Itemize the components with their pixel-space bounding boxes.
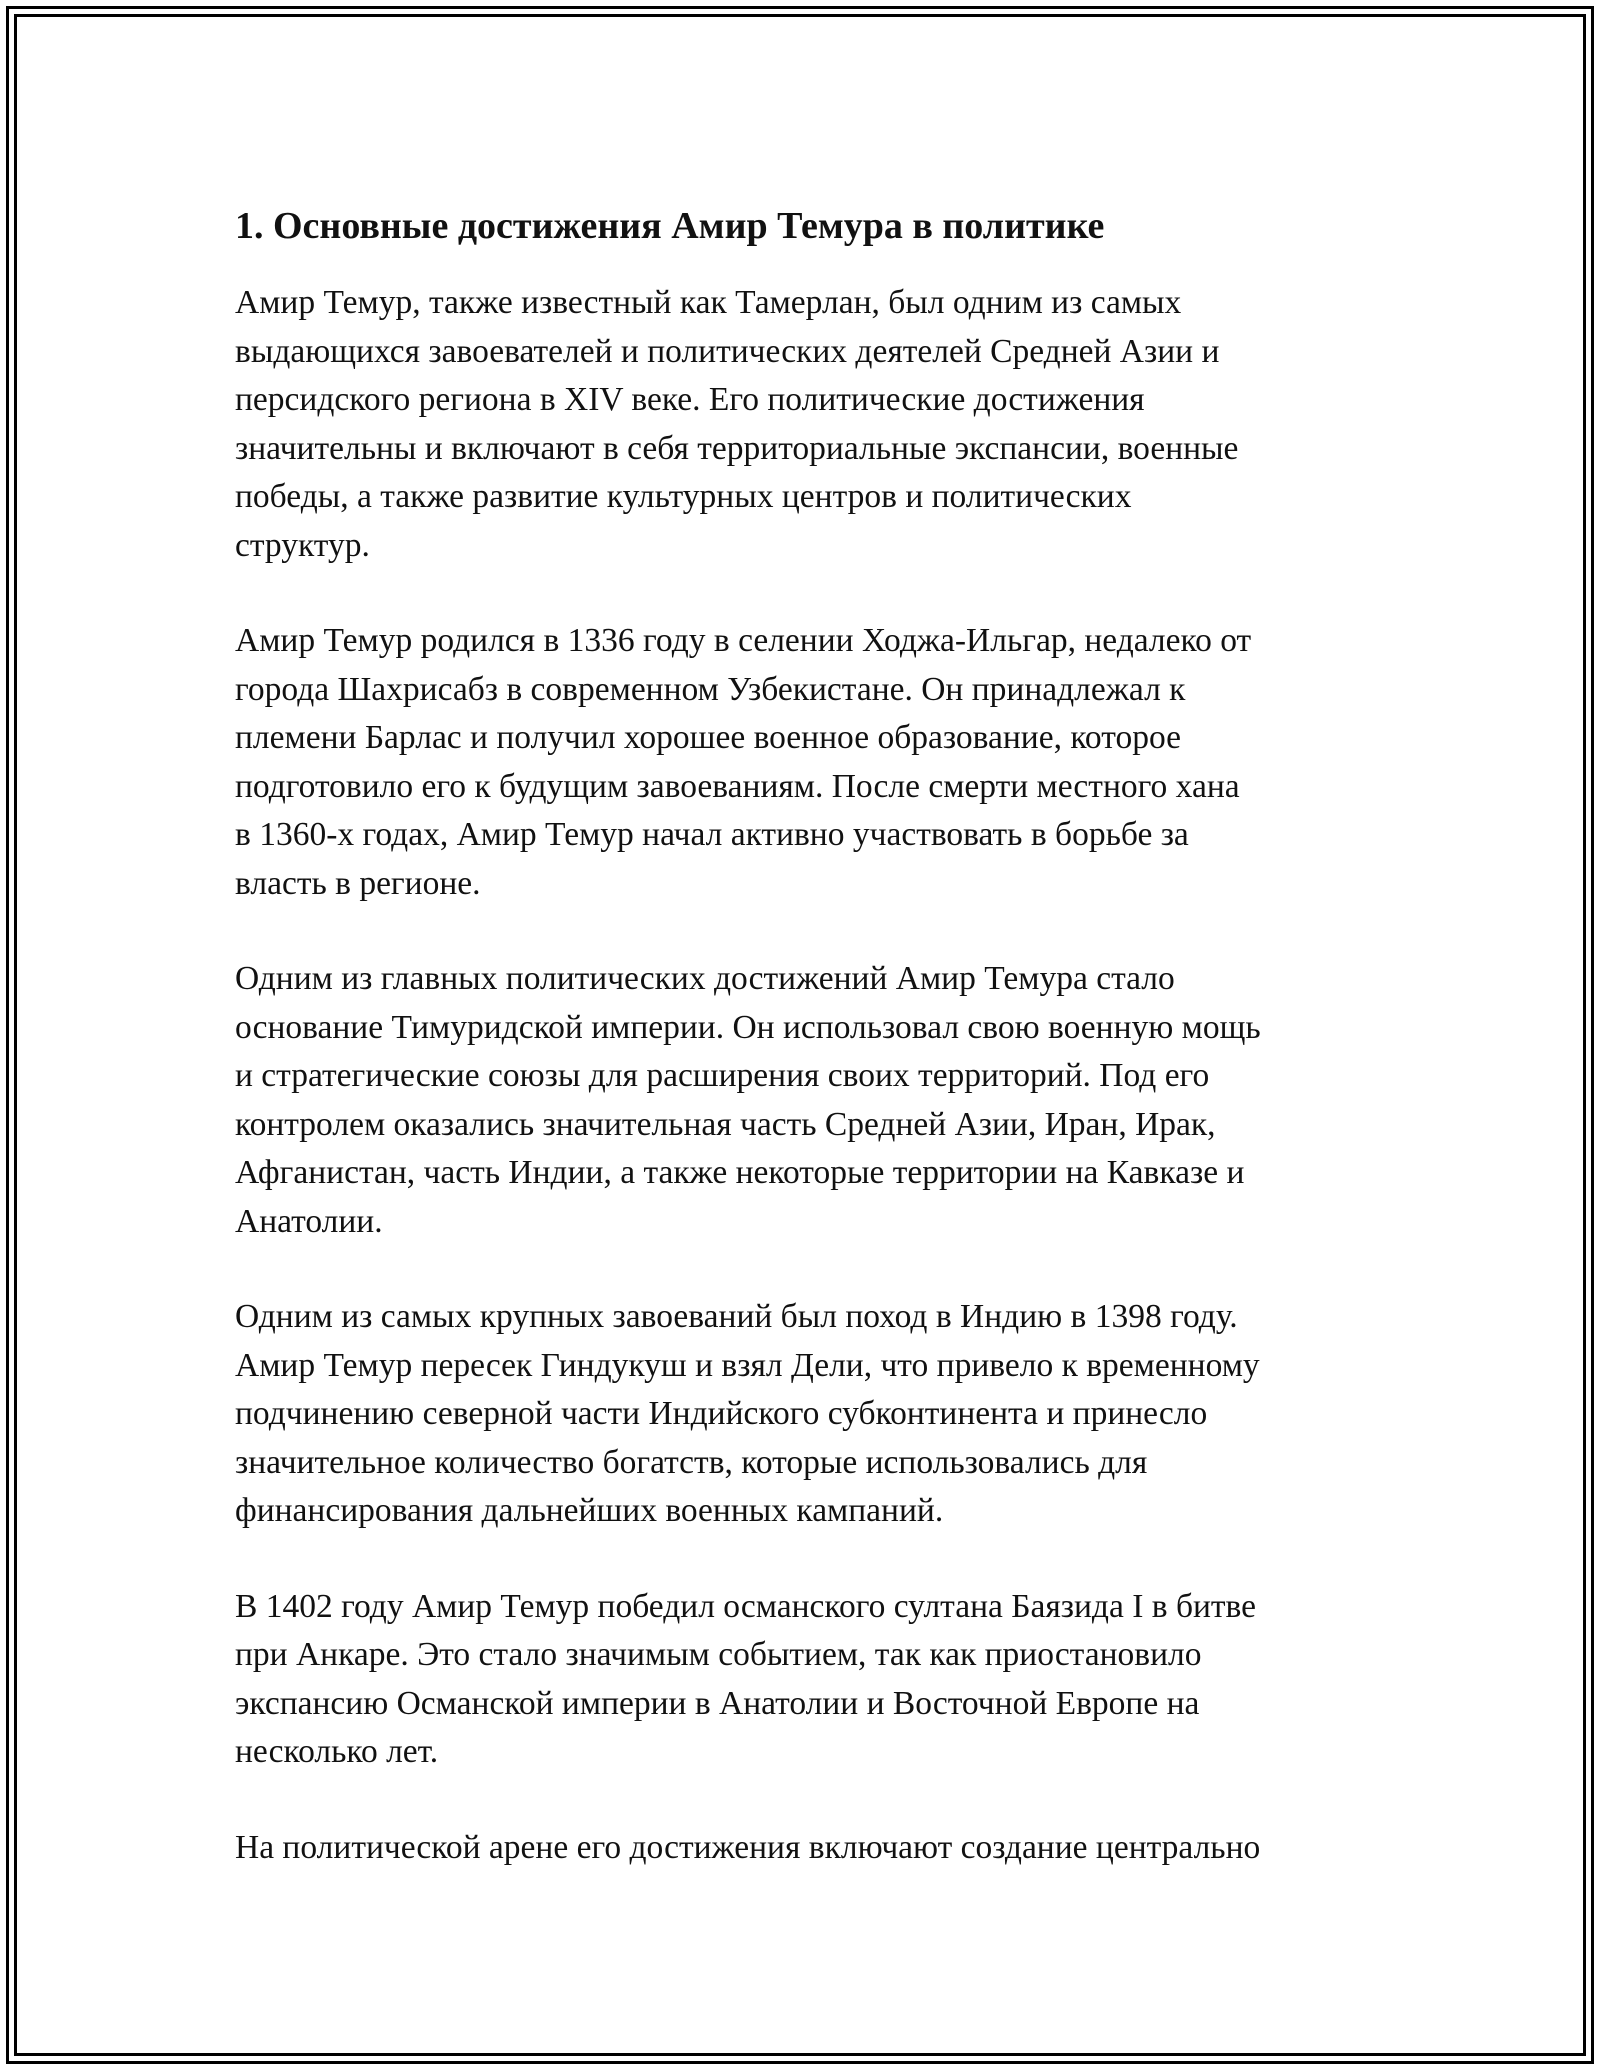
paragraph-political-arena: На политической арене его достижения включают создание центральнo: [235, 1828, 1261, 1866]
document-page: [6, 6, 1594, 2064]
paragraph-battle-of-ankara: В 1402 году Амир Темур победил османского султана Баязида I в битве при Анкаре. Это стало значимым событием, так как приостановило экспансию Османской империи в Анатолии и Восточной Европе на несколько лет.: [235, 1587, 1257, 1770]
section-heading: 1. Основные достижения Амир Темура в политике: [235, 205, 1105, 247]
paragraph-introduction: Амир Темур, также известный как Тамерлан, был одним из самых выдающихся завоевателей и политических деятелей Средней Азии и персидского региона в XIV веке. Его политические достижения значительны и включают в себя территориальные экспансии, военные победы, а также развитие культурных центров и политических структур.: [235, 284, 1239, 564]
paragraph-early-life: Амир Темур родился в 1336 году в селении Ходжа-Ильгар, недалеко от города Шахрисабз в современном Узбекистане. Он принадлежал к племени Барлас и получил хорошее военное образование, которое подготовило его к будущим завоеваниям. После смерти местного хана в 1360-х годах, Амир Темур начал активно участвовать в борьбе за власть в регионе.: [235, 622, 1252, 902]
paragraph-timurid-empire: Одним из главных политических достижений Амир Темура стало основание Тимуридской империи. Он использовал свою военную мощь и стратегические союзы для расширения своих территорий. Под его контролем оказались значительная часть Средней Азии, Иран, Ирак, Афганистан, часть Индии, а также некоторые территории на Кавказе и Анатолии.: [235, 960, 1261, 1240]
paragraph-india-campaign: Одним из самых крупных завоеваний был поход в Индию в 1398 году. Амир Темур пересек Гиндукуш и взял Дели, что привело к временному подчинению северной части Индийского субконтинента и принесло значительное количество богатств, которые использовались для финансирования дальнейших военных кампаний.: [235, 1298, 1260, 1529]
document-content: [235, 191, 1395, 1919]
